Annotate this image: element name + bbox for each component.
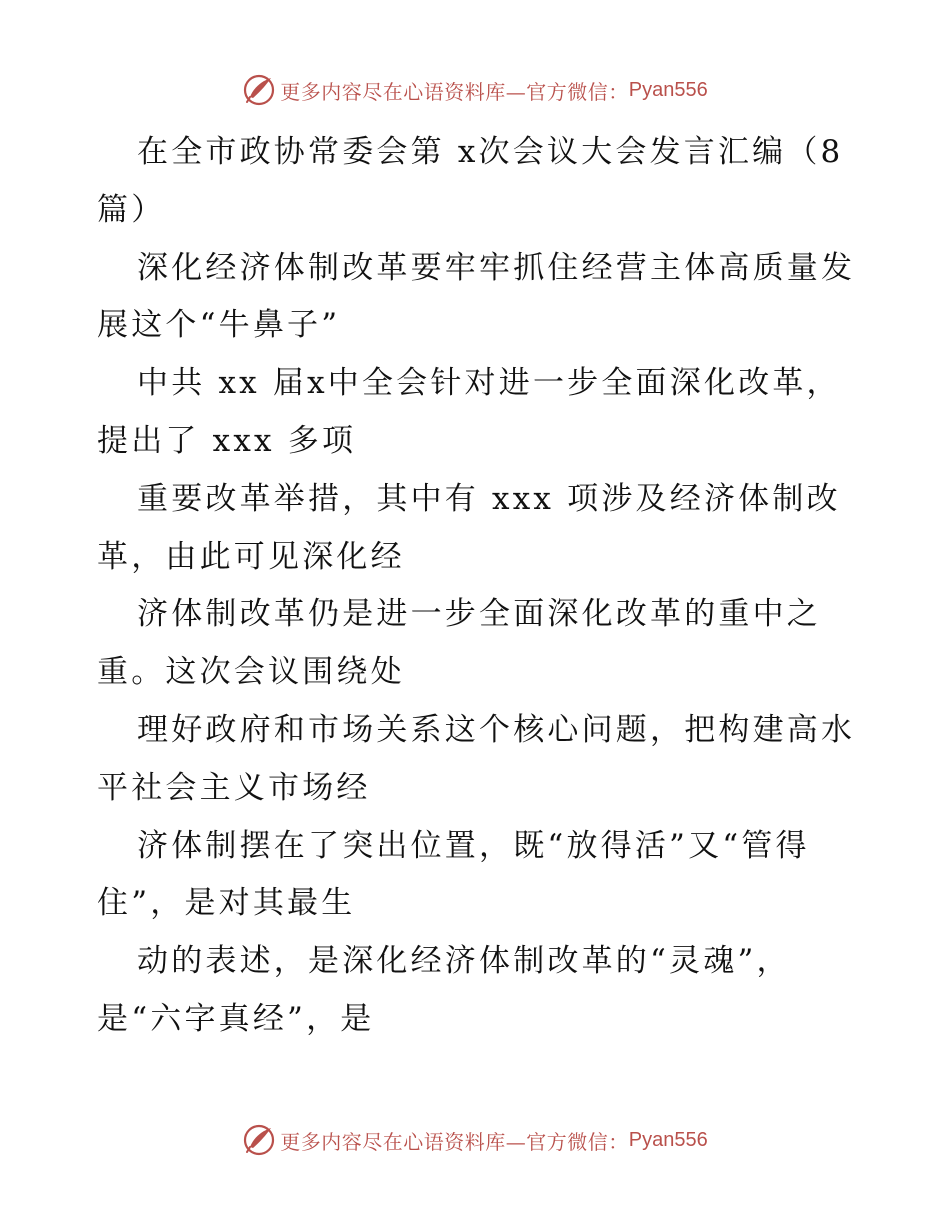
header-banner bbox=[0, 70, 950, 110]
document-title: 在全市政协常委会第 x次会议大会发言汇编（8篇） bbox=[97, 134, 844, 228]
paragraph: 中共 xx 届x中全会针对进一步全面深化改革，提出了 xxx 多项 bbox=[97, 365, 841, 459]
banner-wechat-id: Pyan556 bbox=[628, 1128, 708, 1151]
quill-logo-icon bbox=[242, 1123, 276, 1157]
banner-text: 更多内容尽在心语资料库—官方微信： bbox=[280, 1129, 629, 1154]
paragraph: 济体制摆在了突出位置，既“放得活”又“管得住”，是对其最生 bbox=[97, 827, 810, 922]
document-body bbox=[97, 124, 857, 1049]
paragraph: 理好政府和市场关系这个核心问题，把构建高水平社会主义市场经 bbox=[97, 711, 856, 806]
paragraph: 深化经济体制改革要牢牢抓住经营主体高质量发展这个“牛鼻子” bbox=[97, 249, 856, 344]
banner-wechat-id: Pyan556 bbox=[628, 78, 708, 101]
quill-logo-icon bbox=[242, 73, 276, 107]
footer-banner bbox=[0, 1120, 950, 1160]
banner-text: 更多内容尽在心语资料库—官方微信： bbox=[280, 79, 629, 104]
paragraph: 济体制改革仍是进一步全面深化改革的重中之重。这次会议围绕处 bbox=[97, 596, 821, 691]
paragraph: 重要改革举措，其中有 xxx 项涉及经济体制改革，由此可见深化经 bbox=[97, 480, 841, 575]
paragraph: 动的表述，是深化经济体制改革的“灵魂”，是“六字真经”，是 bbox=[97, 943, 791, 1037]
